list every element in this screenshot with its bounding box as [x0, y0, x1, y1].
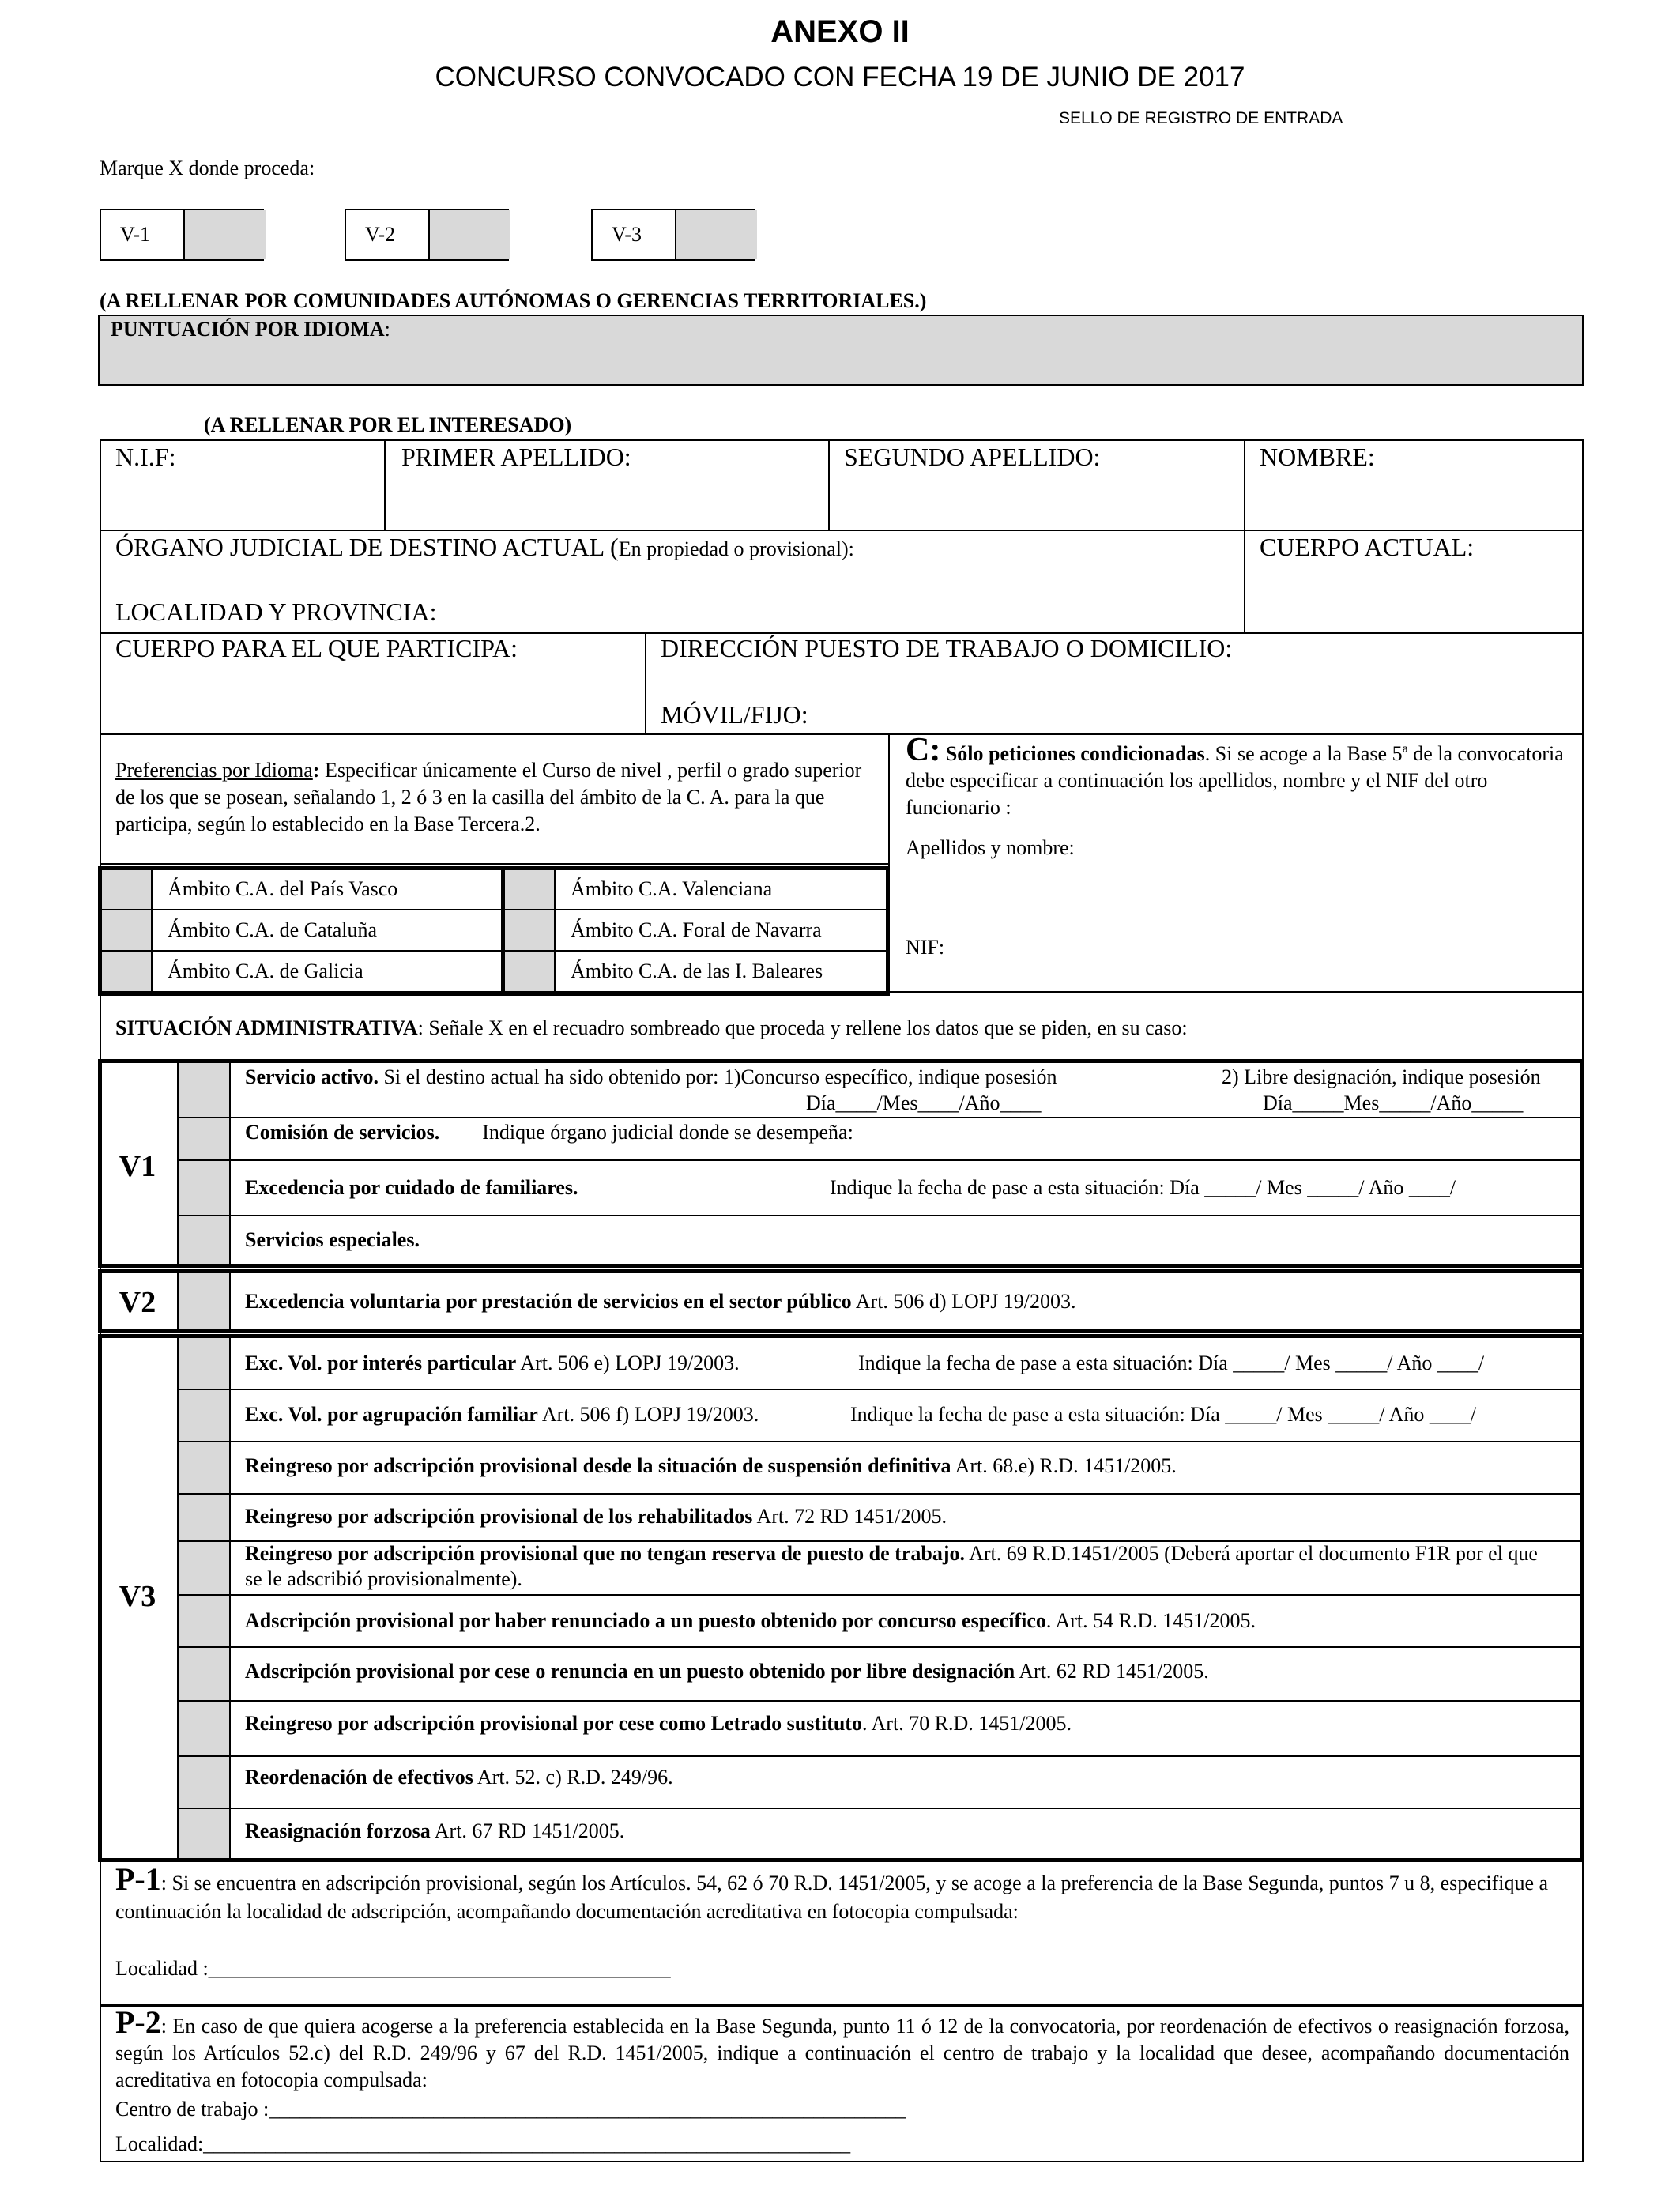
v3-box-7[interactable]: [179, 1648, 229, 1700]
v3-box-5[interactable]: [179, 1542, 229, 1594]
option-v1: [100, 209, 264, 261]
surname1-field[interactable]: PRIMER APELLIDO:: [401, 443, 631, 471]
mark-instruction: Marque X donde proceda:: [100, 156, 315, 179]
surname2-field[interactable]: SEGUNDO APELLIDO:: [844, 443, 1101, 471]
v1-active-row: Servicio activo. Si el destino actual ha sido obtenido por: 1)Concurso específico, indique posesión: [245, 1065, 1057, 1088]
p2-center-field[interactable]: Centro de trabajo :______________________________________________________________: [115, 2098, 906, 2120]
v3-row-8: Reingreso por adscripción provisional por cese como Letrado sustituto. Art. 70 R.D. 1451/2005.: [245, 1712, 1072, 1735]
v1-active-free-designation: 2) Libre designación, indique posesión: [1222, 1065, 1541, 1088]
v1-family-box[interactable]: [179, 1161, 229, 1215]
v3-row-2-date[interactable]: Indique la fecha de pase a esta situación: Día _____/ Mes _____/ Año ____/: [850, 1403, 1477, 1426]
page-title: CONCURSO CONVOCADO CON FECHA 19 DE JUNIO DE 2017: [435, 62, 1245, 92]
v3-row-6: Adscripción provisional por haber renunciado a un puesto obtenido por concurso específico. Art. 54 R.D. 1451/2005.: [245, 1609, 1256, 1632]
conditional-names-field[interactable]: Apellidos y nombre:: [906, 836, 1075, 859]
locality-field[interactable]: LOCALIDAD Y PROVINCIA:: [115, 598, 437, 626]
v1-commission-row: Comisión de servicios. Indique órgano judicial donde se desempeña:: [245, 1121, 853, 1144]
v1-special-box[interactable]: [179, 1216, 229, 1264]
ambit-pais-vasco-box[interactable]: [102, 870, 151, 909]
v3-box-6[interactable]: [179, 1596, 229, 1646]
ambit-pais-vasco: Ámbito C.A. del País Vasco: [168, 877, 398, 900]
v1-family-row: Excedencia por cuidado de familiares.: [245, 1176, 578, 1199]
ambit-galicia-box[interactable]: [102, 952, 151, 992]
corps-applying-field[interactable]: CUERPO PARA EL QUE PARTICIPA:: [115, 634, 518, 662]
p1-text: P-1: Si se encuentra en adscripción provisional, según los Artículos. 54, 62 ó 70 R.D. 1451/2005, y se acoge a la preferencia de la Base Segunda, puntos 7 u 8, especifique a continuación la localidad de adscripción, acompañando documentación acreditativa en fotocopia compulsada:: [115, 1861, 1549, 1923]
v3-box-10[interactable]: [179, 1809, 229, 1858]
v3-row-9: Reordenación de efectivos Art. 52. c) R.D. 249/96.: [245, 1766, 673, 1789]
v1-active-date-b[interactable]: Día_____Mes_____/Año_____: [1263, 1091, 1524, 1114]
v1-commission-box[interactable]: [179, 1118, 229, 1159]
v2-label: V2: [119, 1286, 156, 1319]
v3-row-1: Exc. Vol. por interés particular Art. 506 e) LOPJ 19/2003.: [245, 1351, 740, 1374]
ambit-navarra-box[interactable]: [505, 910, 554, 950]
v2-row: Excedencia voluntaria por prestación de servicios en el sector público Art. 506 d) LOPJ 19/2003.: [245, 1290, 1076, 1313]
v3-row-2: Exc. Vol. por agrupación familiar Art. 506 f) LOPJ 19/2003.: [245, 1403, 759, 1426]
v2-box[interactable]: [179, 1273, 229, 1329]
option-v2: [345, 209, 509, 261]
organ-field[interactable]: ÓRGANO JUDICIAL DE DESTINO ACTUAL (En propiedad o provisional):: [115, 533, 854, 561]
option-v1-checkbox[interactable]: [183, 210, 266, 259]
v3-box-4[interactable]: [179, 1495, 229, 1540]
name-field[interactable]: NOMBRE:: [1260, 443, 1375, 471]
address-field[interactable]: DIRECCIÓN PUESTO DE TRABAJO O DOMICILIO:: [661, 634, 1233, 662]
option-v3-checkbox[interactable]: [675, 210, 757, 259]
ambit-baleares: Ámbito C.A. de las I. Baleares: [571, 959, 823, 982]
option-v1-label: V-1: [120, 223, 151, 246]
p2-locality-field[interactable]: Localidad:_______________________________________________________________: [115, 2132, 851, 2155]
current-corps-field[interactable]: CUERPO ACTUAL:: [1260, 533, 1475, 561]
v1-label: V1: [119, 1150, 156, 1183]
v3-box-9[interactable]: [179, 1757, 229, 1808]
v1-family-date[interactable]: Indique la fecha de pase a esta situación: Día _____/ Mes _____/ Año ____/: [830, 1176, 1456, 1199]
v1-special-row: Servicios especiales.: [245, 1228, 420, 1251]
option-v3-label: V-3: [612, 223, 642, 246]
ambit-galicia: Ámbito C.A. de Galicia: [168, 959, 363, 982]
option-v3: [591, 209, 755, 261]
conditional-nif-field[interactable]: NIF:: [906, 936, 945, 959]
v1-active-date-a[interactable]: Día____/Mes____/Año____: [806, 1091, 1042, 1114]
v3-row-3: Reingreso por adscripción provisional desde la situación de suspensión definitiva Art. 68.e) R.D. 1451/2005.: [245, 1454, 1177, 1477]
ambit-baleares-box[interactable]: [505, 952, 554, 992]
v3-row-4: Reingreso por adscripción provisional de los rehabilitados Art. 72 RD 1451/2005.: [245, 1505, 947, 1528]
situation-instruction: SITUACIÓN ADMINISTRATIVA: Señale X en el recuadro sombreado que proceda y rellene los datos que se piden, en su caso:: [115, 1016, 1188, 1039]
p1-locality-field[interactable]: Localidad :_____________________________________________: [115, 1957, 671, 1980]
v3-row-1-date[interactable]: Indique la fecha de pase a esta situación: Día _____/ Mes _____/ Año ____/: [858, 1351, 1485, 1374]
ccaa-heading: (A RELLENAR POR COMUNIDADES AUTÓNOMAS O GERENCIAS TERRITORIALES.): [100, 289, 927, 312]
language-score-field[interactable]: PUNTUACIÓN POR IDIOMA:: [98, 315, 1584, 386]
option-v2-checkbox[interactable]: [428, 210, 510, 259]
v3-row-7: Adscripción provisional por cese o renuncia en un puesto obtenido por libre designación Art. 62 RD 1451/2005.: [245, 1660, 1209, 1683]
ambit-navarra: Ámbito C.A. Foral de Navarra: [571, 918, 822, 941]
v3-box-1[interactable]: [179, 1338, 229, 1389]
conditional-text: C: Sólo peticiones condicionadas. Si se acoge a la Base 5ª de la convocatoria debe especificar a continuación los apellidos, nombre y el NIF del otro funcionario :: [906, 732, 1564, 819]
v3-row-5: Reingreso por adscripción provisional que no tengan reserva de puesto de trabajo. Art. 69 R.D.1451/2005 (Deberá aportar el documento F1R por el que se le adscribió provisionalmente).: [245, 1542, 1538, 1590]
v1-active-box[interactable]: [179, 1063, 229, 1117]
nif-field[interactable]: N.I.F:: [115, 443, 176, 471]
ambit-cataluna-box[interactable]: [102, 910, 151, 950]
ambit-valenciana-box[interactable]: [505, 870, 554, 909]
stamp-label: SELLO DE REGISTRO DE ENTRADA: [1059, 109, 1343, 127]
option-v2-label: V-2: [365, 223, 396, 246]
v3-label: V3: [119, 1580, 156, 1613]
v3-row-10: Reasignación forzosa Art. 67 RD 1451/2005.: [245, 1819, 625, 1842]
language-prefs-text: Preferencias por Idioma: Especificar únicamente el Curso de nivel , perfil o grado superior de los que se posean, señalando 1, 2 ó 3 en la casilla del ámbito de la C. A. para la que participa, según lo establecido en la Base Tercera.2.: [115, 759, 862, 835]
p2-text: P-2: En caso de que quiera acogerse a la preferencia establecida en la Base Segunda, punto 11 ó 12 de la convocatoria, por reordenación de efectivos o reasignación forzosa, según los Artículos 52.c) del R.D. 249/96 y 67 del R.D. 1451/2005, indique a continuación el centro de trabajo y la localidad que desee, acompañando documentación acreditativa en fotocopia compulsada:: [115, 2004, 1569, 2091]
phone-field[interactable]: MÓVIL/FIJO:: [661, 700, 808, 729]
v3-box-2[interactable]: [179, 1390, 229, 1441]
ambit-valenciana: Ámbito C.A. Valenciana: [571, 877, 773, 900]
annex-title: ANEXO II: [770, 14, 910, 49]
language-score-label: PUNTUACIÓN POR IDIOMA: [111, 318, 385, 341]
ambit-cataluna: Ámbito C.A. de Cataluña: [168, 918, 378, 941]
v3-box-3[interactable]: [179, 1442, 229, 1493]
applicant-heading: (A RELLENAR POR EL INTERESADO): [204, 413, 572, 436]
v3-box-8[interactable]: [179, 1702, 229, 1755]
